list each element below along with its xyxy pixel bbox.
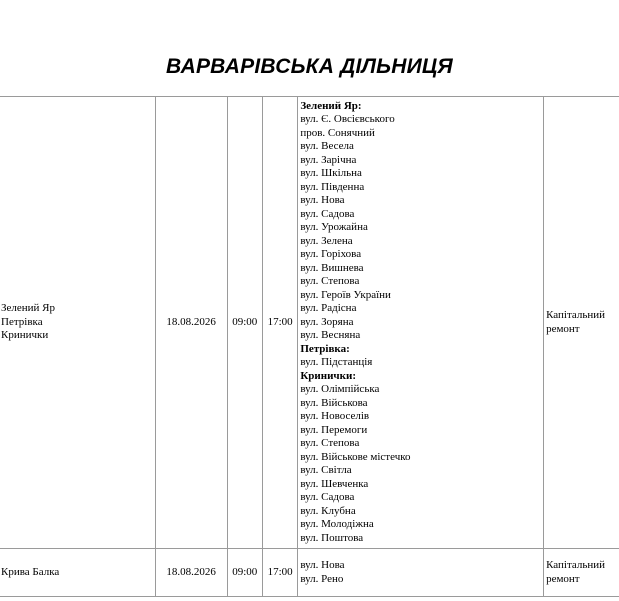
streets-cell bbox=[298, 97, 544, 549]
outage-schedule-table bbox=[0, 96, 619, 597]
page-title: ВАРВАРІВСЬКА ДІЛЬНИЦЯ bbox=[166, 55, 453, 78]
street-item: вул. Нова bbox=[300, 194, 345, 207]
reason-cell bbox=[544, 97, 619, 549]
street-item: вул. Садова bbox=[300, 491, 355, 504]
reason-text: Капітальний bbox=[546, 309, 606, 321]
table-row bbox=[0, 549, 619, 597]
reason-cell bbox=[544, 549, 619, 597]
street-item: вул. Шкільна bbox=[300, 167, 362, 180]
street-item: вул. Зелена bbox=[300, 234, 353, 247]
street-item: вул. Зоряна bbox=[300, 315, 354, 328]
time-from-cell: 09:00 bbox=[227, 97, 262, 549]
street-item: вул. Шевченка bbox=[300, 477, 369, 490]
street-item: вул. Південна bbox=[300, 180, 365, 193]
street-item: вул. Військова bbox=[300, 396, 368, 409]
time-from-cell: 09:00 bbox=[227, 549, 262, 597]
street-item: вул. Новоселів bbox=[300, 410, 370, 423]
street-item: вул. Рено bbox=[300, 572, 344, 585]
settlement-group-title: Петрівка: bbox=[300, 342, 350, 355]
street-item: вул. Степова bbox=[300, 275, 360, 288]
street-item: вул. Горіхова bbox=[300, 248, 362, 261]
street-item: вул. Молодіжна bbox=[300, 518, 374, 531]
reason-text: Капітальний bbox=[546, 559, 606, 571]
street-item: вул. Нова bbox=[300, 559, 345, 571]
street-item: вул. Військове містечко bbox=[300, 450, 411, 463]
street-item: пров. Сонячний bbox=[300, 126, 375, 139]
street-item: вул. Садова bbox=[300, 207, 355, 220]
settlement-name: Кринички bbox=[1, 329, 49, 342]
street-item: вул. Поштова bbox=[300, 531, 364, 544]
street-item: вул. Степова bbox=[300, 437, 360, 450]
street-item: вул. Зарічна bbox=[300, 153, 357, 166]
street-item: вул. Перемоги bbox=[300, 423, 368, 436]
street-item: вул. Весняна bbox=[300, 329, 361, 342]
street-item: вул. Урожайна bbox=[300, 221, 368, 234]
time-to-cell: 17:00 bbox=[262, 549, 297, 597]
settlement-name: Крива Балка bbox=[1, 565, 60, 578]
time-to-cell: 17:00 bbox=[262, 97, 297, 549]
reason-text: ремонт bbox=[546, 322, 580, 335]
street-item: вул. Олімпійська bbox=[300, 383, 380, 396]
table-row bbox=[0, 97, 619, 549]
settlement-group-title: Зелений Яр: bbox=[300, 99, 362, 112]
street-item: вул. Підстанція bbox=[300, 356, 373, 369]
street-item: вул. Вишнева bbox=[300, 261, 364, 274]
date-cell: 18.08.2026 bbox=[155, 549, 227, 597]
date-cell: 18.08.2026 bbox=[155, 97, 227, 549]
street-item: вул. Клубна bbox=[300, 504, 356, 517]
settlement-cell bbox=[0, 549, 155, 597]
settlement-name: Петрівка bbox=[1, 315, 43, 328]
street-item: вул. Світла bbox=[300, 464, 352, 477]
street-item: вул. Героїв України bbox=[300, 288, 391, 301]
street-item: вул. Радісна bbox=[300, 302, 357, 315]
reason-text: ремонт bbox=[546, 572, 580, 585]
street-item: вул. Є. Овсієвського bbox=[300, 113, 395, 126]
settlement-cell bbox=[0, 97, 155, 549]
street-item: вул. Весела bbox=[300, 140, 354, 153]
streets-cell bbox=[298, 549, 544, 597]
settlement-group-title: Кринички: bbox=[300, 369, 356, 382]
settlement-name: Зелений Яр bbox=[1, 302, 56, 315]
